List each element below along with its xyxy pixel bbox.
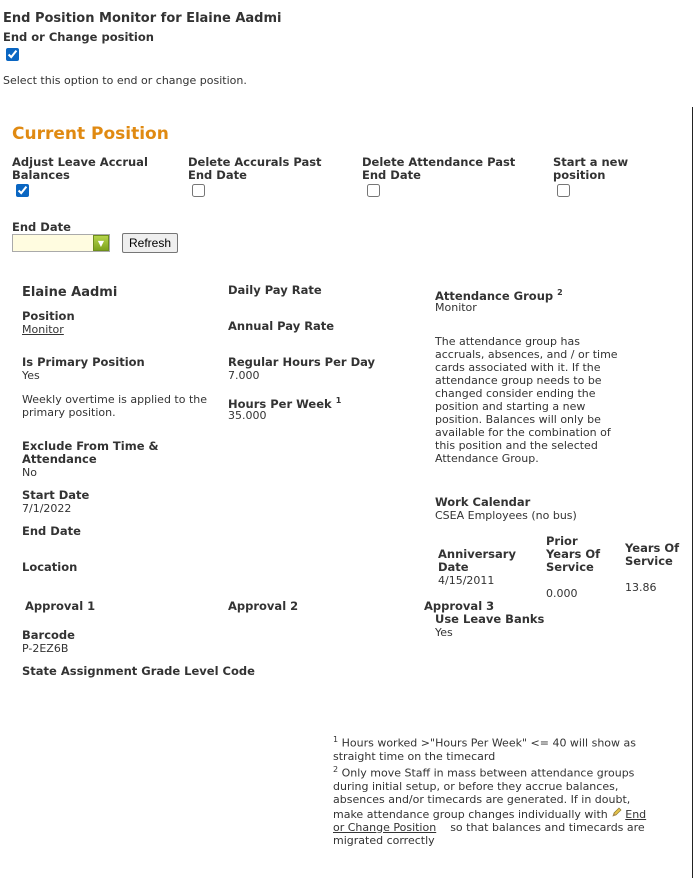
refresh-button[interactable]: Refresh — [122, 233, 178, 253]
daily-pay-label: Daily Pay Rate — [228, 283, 322, 297]
attendance-group-footnote-marker: 2 — [557, 288, 563, 297]
position-link[interactable]: Monitor — [22, 323, 64, 336]
years-service-label: Years Of Service — [625, 541, 680, 568]
work-calendar-label: Work Calendar — [435, 495, 531, 509]
end-date-label: End Date — [12, 220, 71, 234]
anniversary-label: Anniversary Date — [438, 547, 516, 574]
footnote-1-text: Hours worked >"Hours Per Week" <= 40 will show as straight time on the timecard — [333, 736, 636, 763]
divider-line — [692, 107, 693, 878]
end-change-help: Select this option to end or change position. — [3, 74, 247, 87]
attendance-group-label: Attendance Group $^2$ — [435, 288, 563, 303]
hours-week-value: 35.000 — [228, 409, 267, 422]
exclude-label: Exclude From Time & Attendance — [22, 439, 159, 466]
barcode-value: P-2EZ6B — [22, 642, 69, 655]
end-date-picker[interactable] — [12, 234, 109, 252]
work-calendar-value: CSEA Employees (no bus) — [435, 509, 577, 522]
leave-banks-label: Use Leave Banks — [435, 612, 545, 626]
end-change-label: End or Change position — [3, 30, 154, 44]
option-delete-accruals-label: Delete Accurals Past End Date — [188, 155, 322, 182]
primary-label: Is Primary Position — [22, 355, 145, 369]
regular-hours-value: 7.000 — [228, 369, 260, 382]
overtime-note: Weekly overtime is applied to the primary position. — [22, 393, 208, 419]
hours-week-label: Hours Per Week $^1$ — [228, 396, 342, 411]
attendance-note: The attendance group has accruals, absences, and / or time cards associated with it. If the attendance group needs to be changed consider ending the position and starting a new position. Balances will only be available for the combination of this position and the selected Attendance Group. — [435, 335, 618, 465]
employee-name: Elaine Aadmi — [22, 285, 118, 300]
option-start-new-label: Start a new position — [553, 155, 629, 182]
footnote-1 — [333, 733, 653, 763]
location-label: Location — [22, 560, 78, 574]
years-service-value: 13.86 — [625, 581, 657, 594]
approval-2-label: Approval 2 — [228, 599, 299, 613]
option-start-new-checkbox[interactable] — [557, 184, 570, 197]
option-delete-accruals-checkbox[interactable] — [192, 184, 205, 197]
footnote-2 — [333, 763, 653, 847]
hours-week-footnote-marker: 1 — [335, 396, 342, 405]
footnote-2-marker: 2 — [333, 765, 339, 774]
footnote-2-tail: so that balances and timecards are migrated correctly — [333, 820, 645, 847]
barcode-label: Barcode — [22, 628, 75, 642]
end-date-detail-label: End Date — [22, 524, 81, 538]
approval-1-label: Approval 1 — [25, 599, 96, 613]
primary-value: Yes — [22, 369, 40, 382]
footnote-1-marker: 1 — [333, 735, 339, 744]
annual-pay-label: Annual Pay Rate — [228, 319, 335, 333]
footnote-2-text: Only move Staff in mass between attendance groups during initial setup, or before they accrue balances, absences and/or timecards are generated. If in doubt, make attendance group changes individually with — [333, 766, 635, 821]
exclude-value: No — [22, 466, 37, 479]
option-delete-attendance-checkbox[interactable] — [367, 184, 380, 197]
option-adjust-leave-label: Adjust Leave Accrual Balances — [12, 155, 148, 182]
regular-hours-label: Regular Hours Per Day — [228, 355, 376, 369]
prior-years-label: Prior Years Of Service — [546, 534, 601, 574]
start-date-label: Start Date — [22, 488, 90, 502]
page-title: End Position Monitor for Elaine Aadmi — [3, 11, 282, 26]
attendance-group-value: Monitor — [435, 301, 477, 314]
option-delete-attendance-label: Delete Attendance Past End Date — [362, 155, 516, 182]
section-heading-current-position: Current Position — [12, 124, 169, 144]
prior-years-value: 0.000 — [546, 587, 578, 600]
approval-3-label: Approval 3 — [424, 599, 495, 613]
option-adjust-leave-checkbox[interactable] — [16, 184, 29, 197]
position-label: Position — [22, 309, 75, 323]
end-change-checkbox[interactable] — [6, 48, 19, 61]
end-change-position-link[interactable]: End or Change Position — [333, 807, 647, 834]
start-date-value: 7/1/2022 — [22, 502, 72, 515]
anniversary-value: 4/15/2011 — [438, 574, 495, 587]
pencil-icon — [611, 806, 625, 821]
calendar-dropdown-icon[interactable]: ▼ — [93, 235, 109, 251]
leave-banks-value: Yes — [435, 626, 453, 639]
state-code-label: State Assignment Grade Level Code — [22, 664, 255, 678]
